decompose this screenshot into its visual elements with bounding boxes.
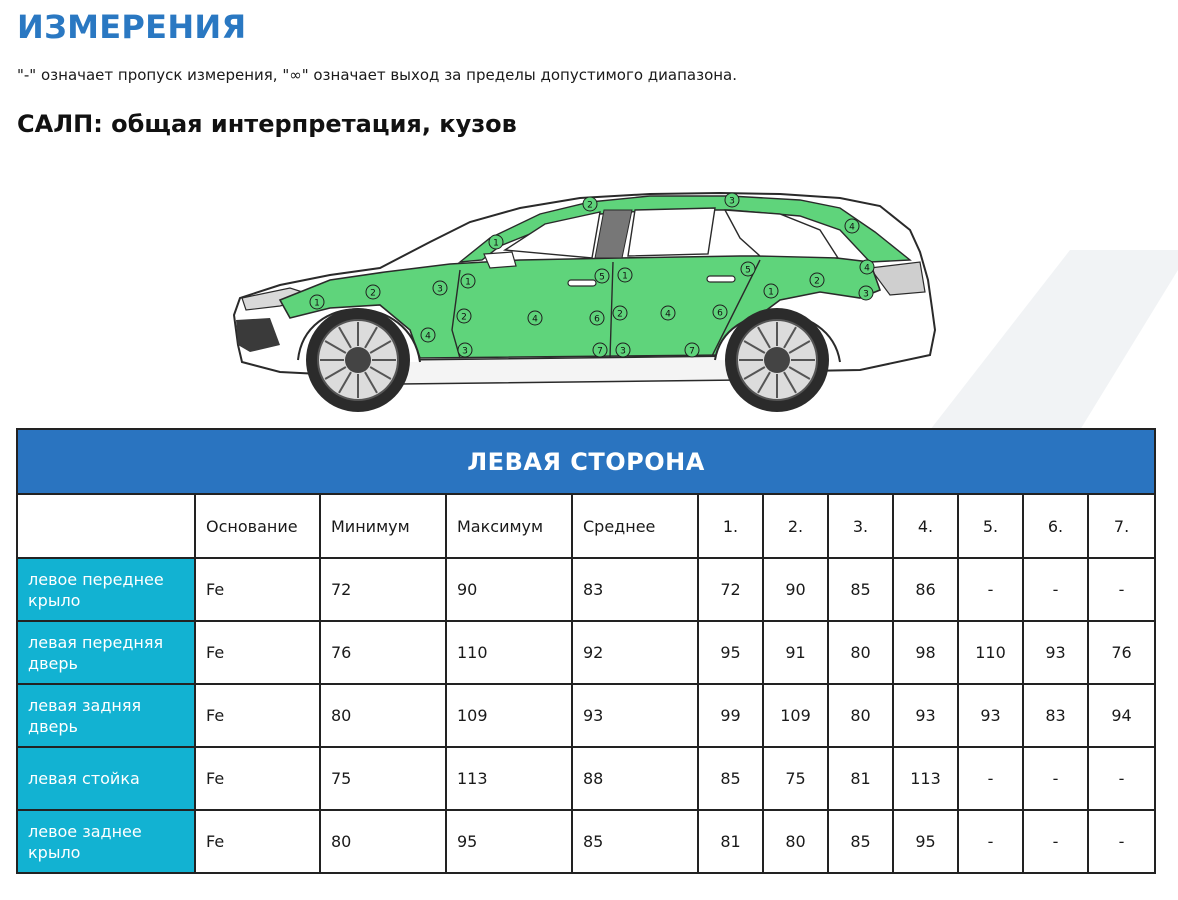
measurement-table bbox=[16, 428, 1156, 874]
table-row bbox=[17, 621, 1155, 684]
measurement-point-marker bbox=[433, 281, 447, 295]
measurement-point-marker bbox=[613, 306, 627, 320]
measurement-point-marker bbox=[489, 235, 503, 249]
section-title: САЛП: общая интерпретация, кузов bbox=[17, 110, 517, 138]
measurement-point-marker bbox=[685, 343, 699, 357]
measurement-point-marker bbox=[741, 262, 755, 276]
table-row bbox=[17, 558, 1155, 621]
measurement-point-label: 1 bbox=[314, 298, 320, 309]
measurement-point-label: 4 bbox=[532, 314, 538, 325]
table-cell: 109 bbox=[763, 684, 828, 747]
table-cell: - bbox=[1088, 558, 1155, 621]
row-label: левая задняя дверь bbox=[17, 684, 195, 747]
measurement-point-marker bbox=[618, 268, 632, 282]
measurement-point-marker bbox=[528, 311, 542, 325]
table-row bbox=[17, 684, 1155, 747]
table-cell: 95 bbox=[446, 810, 572, 873]
measurement-point-label: 3 bbox=[863, 289, 869, 300]
table-cell: 94 bbox=[1088, 684, 1155, 747]
column-header: 4. bbox=[893, 494, 958, 558]
table-cell: 83 bbox=[1023, 684, 1088, 747]
column-header: 1. bbox=[698, 494, 763, 558]
column-header: 7. bbox=[1088, 494, 1155, 558]
measurement-point-label: 3 bbox=[437, 284, 443, 295]
measurement-point-label: 2 bbox=[617, 309, 623, 320]
table-cell: 85 bbox=[828, 810, 893, 873]
table-cell: - bbox=[958, 810, 1023, 873]
measurement-point-marker bbox=[366, 285, 380, 299]
measurement-point-label: 3 bbox=[462, 346, 468, 357]
table-cell: 80 bbox=[320, 810, 446, 873]
measurement-point-label: 6 bbox=[594, 314, 600, 325]
measurement-point-label: 4 bbox=[864, 263, 870, 274]
measurement-point-label: 2 bbox=[370, 288, 376, 299]
measurement-point-label: 1 bbox=[465, 277, 471, 288]
table-cell: 75 bbox=[320, 747, 446, 810]
car-diagram bbox=[220, 180, 960, 415]
table-cell: 85 bbox=[698, 747, 763, 810]
table-cell: 92 bbox=[572, 621, 698, 684]
table-cell: 98 bbox=[893, 621, 958, 684]
measurement-point-label: 2 bbox=[461, 312, 467, 323]
table-cell: 72 bbox=[320, 558, 446, 621]
measurement-point-marker bbox=[860, 260, 874, 274]
table-row bbox=[17, 747, 1155, 810]
table-cell: 72 bbox=[698, 558, 763, 621]
measurement-point-marker bbox=[458, 343, 472, 357]
table-cell: Fe bbox=[195, 621, 320, 684]
measurement-point-marker bbox=[845, 219, 859, 233]
measurement-point-marker bbox=[616, 343, 630, 357]
measurement-point-label: 5 bbox=[599, 272, 605, 283]
table-row bbox=[17, 810, 1155, 873]
measurement-point-marker bbox=[859, 286, 873, 300]
column-header: Среднее bbox=[572, 494, 698, 558]
table-cell: 113 bbox=[446, 747, 572, 810]
table-cell: 113 bbox=[893, 747, 958, 810]
row-label: левое заднее крыло bbox=[17, 810, 195, 873]
column-header: Максимум bbox=[446, 494, 572, 558]
measurement-point-label: 6 bbox=[717, 308, 723, 319]
measurement-point-marker bbox=[725, 193, 739, 207]
column-header: 5. bbox=[958, 494, 1023, 558]
table-cell: 76 bbox=[320, 621, 446, 684]
page-title: ИЗМЕРЕНИЯ bbox=[17, 8, 247, 46]
table-cell: Fe bbox=[195, 684, 320, 747]
table-cell: - bbox=[1023, 747, 1088, 810]
table-cell: 81 bbox=[828, 747, 893, 810]
column-header: Минимум bbox=[320, 494, 446, 558]
header-corner-cell bbox=[17, 494, 195, 558]
measurement-point-marker bbox=[421, 328, 435, 342]
measurement-point-label: 3 bbox=[620, 346, 626, 357]
measurement-point-marker bbox=[713, 305, 727, 319]
table-cell: 95 bbox=[698, 621, 763, 684]
measurement-point-label: 7 bbox=[597, 346, 603, 357]
table-banner: ЛЕВАЯ СТОРОНА bbox=[17, 429, 1155, 494]
table-cell: Fe bbox=[195, 810, 320, 873]
table-cell: 80 bbox=[828, 621, 893, 684]
measurement-point-label: 2 bbox=[587, 200, 593, 211]
table-cell: 93 bbox=[572, 684, 698, 747]
measurement-point-label: 3 bbox=[729, 196, 735, 207]
table-cell: 93 bbox=[958, 684, 1023, 747]
measurement-point-label: 4 bbox=[849, 222, 855, 233]
table-cell: 80 bbox=[763, 810, 828, 873]
column-header: 3. bbox=[828, 494, 893, 558]
table-cell: 93 bbox=[1023, 621, 1088, 684]
table-cell: 109 bbox=[446, 684, 572, 747]
measurement-point-label: 4 bbox=[425, 331, 431, 342]
table-cell: 80 bbox=[320, 684, 446, 747]
table-cell: 110 bbox=[446, 621, 572, 684]
front-door-handle bbox=[568, 280, 596, 286]
measurement-point-marker bbox=[583, 197, 597, 211]
table-cell: 85 bbox=[828, 558, 893, 621]
table-cell: - bbox=[1088, 810, 1155, 873]
side-mirror bbox=[484, 252, 516, 268]
row-label: левая стойка bbox=[17, 747, 195, 810]
column-header: 2. bbox=[763, 494, 828, 558]
table-cell: 81 bbox=[698, 810, 763, 873]
measurement-point-marker bbox=[310, 295, 324, 309]
table-cell: - bbox=[1023, 810, 1088, 873]
measurement-point-marker bbox=[595, 269, 609, 283]
column-header: Основание bbox=[195, 494, 320, 558]
measurement-point-marker bbox=[661, 306, 675, 320]
measurement-point-marker bbox=[810, 273, 824, 287]
table-cell: Fe bbox=[195, 558, 320, 621]
measurement-point-label: 1 bbox=[493, 238, 499, 249]
table-cell: 90 bbox=[446, 558, 572, 621]
table-cell: - bbox=[1023, 558, 1088, 621]
table-cell: 91 bbox=[763, 621, 828, 684]
measurement-point-label: 1 bbox=[622, 271, 628, 282]
table-cell: 88 bbox=[572, 747, 698, 810]
table-cell: 83 bbox=[572, 558, 698, 621]
measurement-point-label: 1 bbox=[768, 287, 774, 298]
measurement-point-label: 4 bbox=[665, 309, 671, 320]
table-cell: 110 bbox=[958, 621, 1023, 684]
table-cell: 85 bbox=[572, 810, 698, 873]
table-cell: 93 bbox=[893, 684, 958, 747]
table-cell: - bbox=[958, 558, 1023, 621]
table-cell: Fe bbox=[195, 747, 320, 810]
measurement-point-marker bbox=[764, 284, 778, 298]
table-cell: 99 bbox=[698, 684, 763, 747]
table-cell: 95 bbox=[893, 810, 958, 873]
measurement-point-label: 2 bbox=[814, 276, 820, 287]
table-cell: 76 bbox=[1088, 621, 1155, 684]
rear-wheel bbox=[725, 308, 829, 412]
table-cell: - bbox=[1088, 747, 1155, 810]
table-cell: - bbox=[958, 747, 1023, 810]
rear-door-window bbox=[628, 208, 715, 256]
measurement-point-label: 7 bbox=[689, 346, 695, 357]
measurement-point-marker bbox=[457, 309, 471, 323]
car-sill bbox=[400, 356, 740, 384]
column-header: 6. bbox=[1023, 494, 1088, 558]
table-cell: 90 bbox=[763, 558, 828, 621]
table-cell: 75 bbox=[763, 747, 828, 810]
table-header-row bbox=[17, 494, 1155, 558]
row-label: левая передняя дверь bbox=[17, 621, 195, 684]
table-cell: 80 bbox=[828, 684, 893, 747]
measurement-point-label: 5 bbox=[745, 265, 751, 276]
measurement-point-marker bbox=[461, 274, 475, 288]
front-wheel bbox=[306, 308, 410, 412]
rear-door-handle bbox=[707, 276, 735, 282]
table-cell: 86 bbox=[893, 558, 958, 621]
row-label: левое переднее крыло bbox=[17, 558, 195, 621]
measurement-point-marker bbox=[593, 343, 607, 357]
measurement-point-marker bbox=[590, 311, 604, 325]
measurement-note: "-" означает пропуск измерения, "∞" означает выход за пределы допустимого диапазона. bbox=[17, 66, 738, 84]
